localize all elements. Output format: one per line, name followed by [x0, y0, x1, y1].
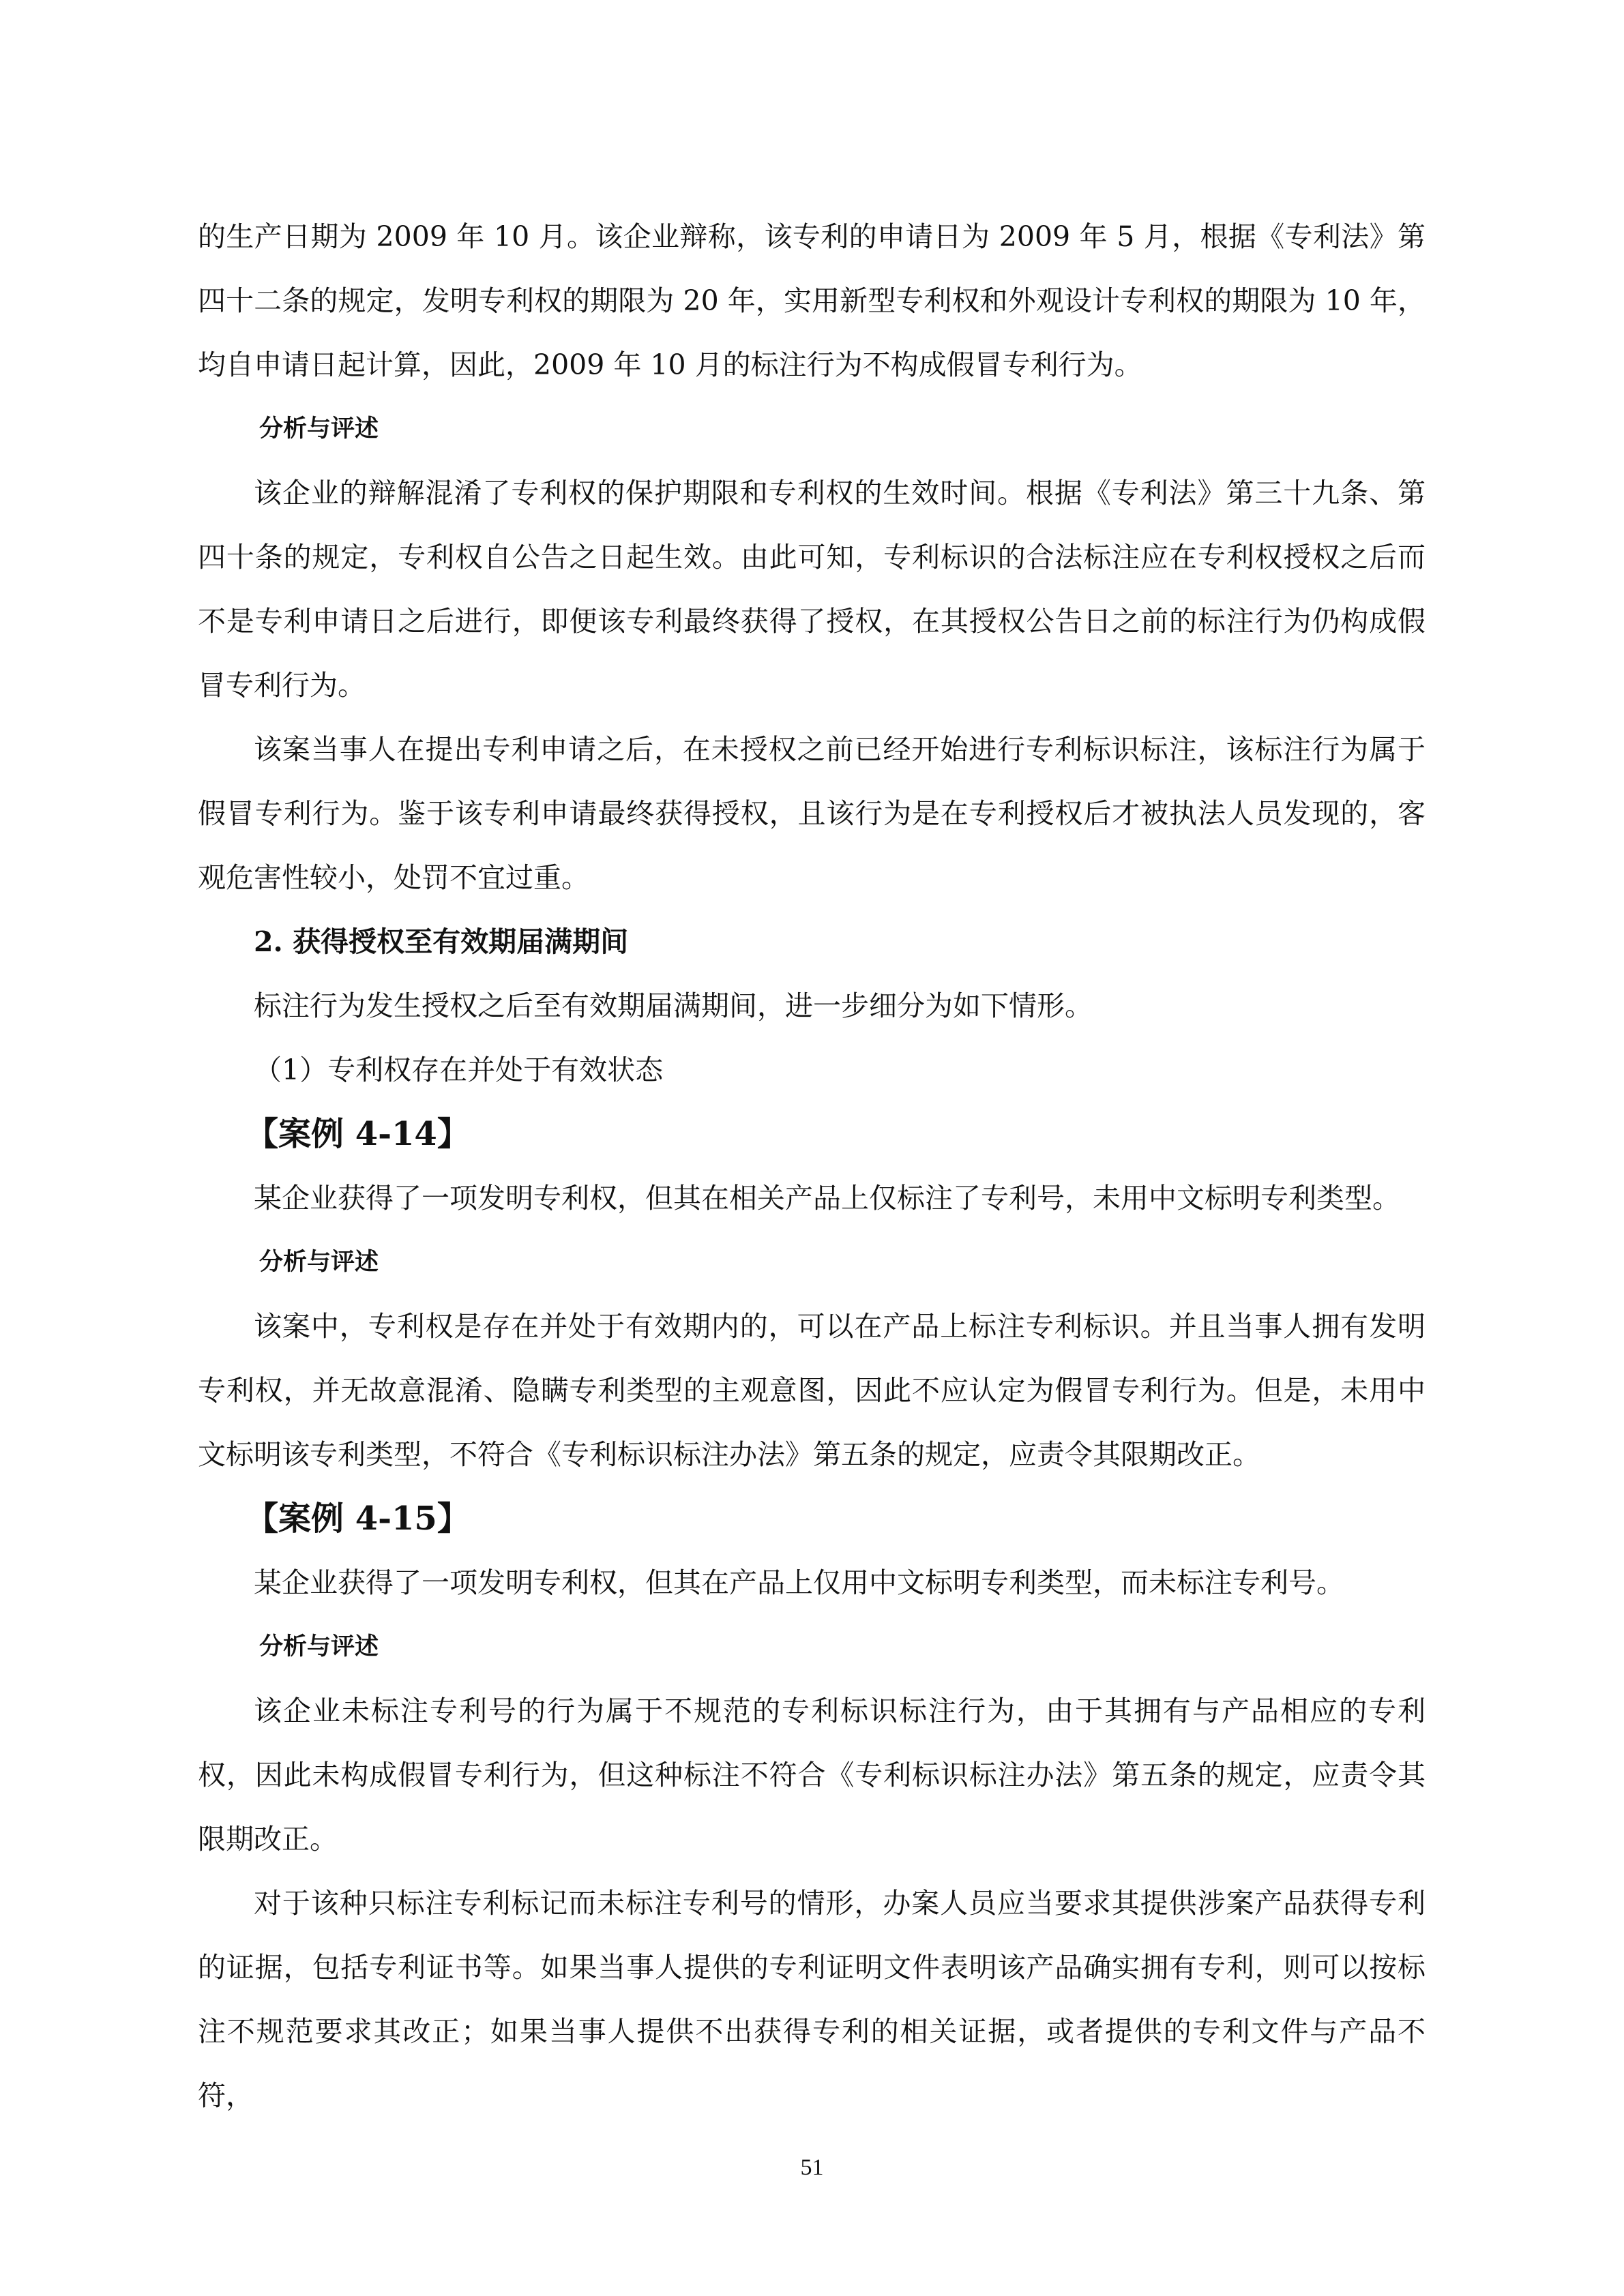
- page-content: [198, 205, 1426, 2128]
- paragraph: 对于该种只标注专利标记而未标注专利号的情形，办案人员应当要求其提供涉案产品获得专利的证据，包括专利证书等。如果当事人提供的专利证明文件表明该产品确实拥有专利，则可以按标注不规范要求其改正；如果当事人提供不出获得专利的相关证据，或者提供的专利文件与产品不符，: [198, 1887, 1426, 2112]
- paragraph: 该企业未标注专利号的行为属于不规范的专利标识标注行为，由于其拥有与产品相应的专利权，因此未构成假冒专利行为，但这种标注不符合《专利标识标注办法》第五条的规定，应责令其限期改正。: [198, 1695, 1426, 1855]
- paragraph: 标注行为发生授权之后至有效期届满期间，进一步细分为如下情形。: [254, 989, 1093, 1022]
- section-heading: 2. 获得授权至有效期届满期间: [254, 925, 629, 958]
- paragraph-continuation: 的生产日期为 2009 年 10 月。该企业辩称，该专利的申请日为 2009 年 5 月，根据《专利法》第四十二条的规定，发明专利权的期限为 20 年，实用新型专利权和外观设计专利权的期限为 10 年，均自申请日起计算，因此，2009 年 10 月的标注行为不构成假冒专利行为。: [198, 220, 1426, 381]
- analysis-heading: 分析与评述: [259, 415, 379, 443]
- page-number: 51: [800, 2155, 824, 2180]
- paragraph: 该案中，专利权是存在并处于有效期内的，可以在产品上标注专利标识。并且当事人拥有发明专利权，并无故意混淆、隐瞒专利类型的主观意图，因此不应认定为假冒专利行为。但是，未用中文标明该专利类型，不符合《专利标识标注办法》第五条的规定，应责令其限期改正。: [198, 1310, 1426, 1471]
- analysis-heading: 分析与评述: [259, 1633, 379, 1660]
- paragraph: 某企业获得了一项发明专利权，但其在产品上仅用中文标明专利类型，而未标注专利号。: [254, 1566, 1344, 1599]
- subsection-heading: （1）专利权存在并处于有效状态: [254, 1054, 664, 1086]
- analysis-heading: 分析与评述: [259, 1249, 379, 1276]
- paragraph: 该企业的辩解混淆了专利权的保护期限和专利权的生效时间。根据《专利法》第三十九条、第四十条的规定，专利权自公告之日起生效。由此可知，专利标识的合法标注应在专利权授权之后而不是专利申请日之后进行，即便该专利最终获得了授权，在其授权公告日之前的标注行为仍构成假冒专利行为。: [198, 477, 1426, 702]
- case-title: 【案例 4-14】: [246, 1115, 470, 1153]
- paragraph: 该案当事人在提出专利申请之后，在未授权之前已经开始进行专利标识标注，该标注行为属于假冒专利行为。鉴于该专利申请最终获得授权，且该行为是在专利授权后才被执法人员发现的，客观危害性较小，处罚不宜过重。: [198, 733, 1426, 894]
- case-title: 【案例 4-15】: [246, 1500, 470, 1538]
- paragraph: 某企业获得了一项发明专利权，但其在相关产品上仅标注了专利号，未用中文标明专利类型。: [254, 1182, 1400, 1214]
